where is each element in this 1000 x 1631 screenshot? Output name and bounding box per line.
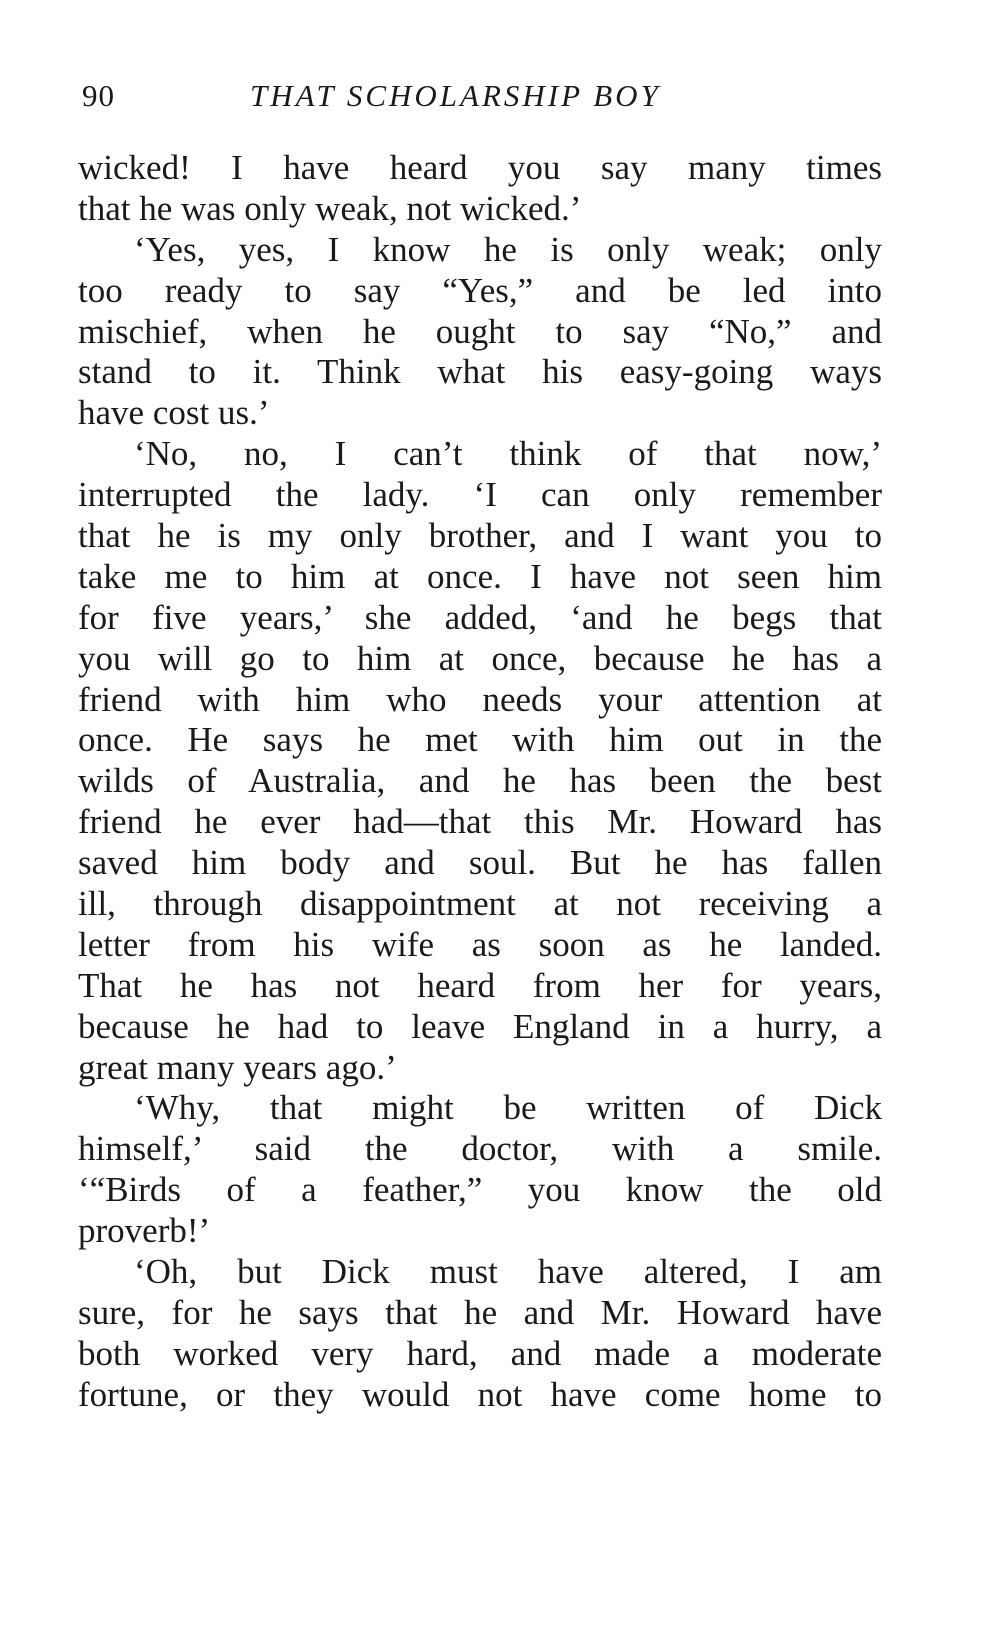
text-line: for five years,’ she added, ‘and he begs that bbox=[78, 597, 882, 637]
text-line: ‘Why, that might be written of Dick bbox=[134, 1088, 882, 1128]
text-line: friend with him who needs your attention at bbox=[78, 679, 882, 719]
text-line: himself,’ said the doctor, with a smile. bbox=[78, 1129, 882, 1169]
text-line: have cost us.’ bbox=[78, 393, 270, 433]
text-line: wilds of Australia, and he has been the best bbox=[78, 761, 882, 801]
text-line: that he was only weak, not wicked.’ bbox=[78, 188, 582, 228]
text-line: wicked! I have heard you say many times bbox=[78, 148, 882, 187]
text-line: saved him body and soul. But he has fallen bbox=[78, 843, 882, 883]
text-line: mischief, when he ought to say “No,” and bbox=[78, 311, 882, 351]
text-line: fortune, or they would not have come home to bbox=[78, 1374, 882, 1414]
text-line: friend he ever had—that this Mr. Howard has bbox=[78, 802, 882, 842]
page-header bbox=[78, 72, 882, 124]
text-line: once. He says he met with him out in the bbox=[78, 720, 882, 760]
text-line: interrupted the lady. ‘I can only remember bbox=[78, 475, 882, 515]
running-title: THAT SCHOLARSHIP BOY bbox=[250, 78, 661, 113]
text-line: stand to it. Think what his easy-going ways bbox=[78, 352, 882, 392]
text-line: ‘“Birds of a feather,” you know the old bbox=[78, 1170, 882, 1210]
body-text bbox=[78, 148, 882, 1416]
text-line: because he had to leave England in a hurry, a bbox=[78, 1006, 882, 1046]
text-line: both worked very hard, and made a moderate bbox=[78, 1333, 882, 1373]
text-line: sure, for he says that he and Mr. Howard have bbox=[78, 1292, 882, 1332]
text-line: too ready to say “Yes,” and be led into bbox=[78, 270, 882, 310]
text-line: take me to him at once. I have not seen him bbox=[78, 556, 882, 596]
text-line: letter from his wife as soon as he landed. bbox=[78, 924, 882, 964]
text-line: ‘Yes, yes, I know he is only weak; only bbox=[134, 229, 882, 269]
text-line: proverb!’ bbox=[78, 1211, 211, 1251]
text-line: you will go to him at once, because he has a bbox=[78, 638, 882, 678]
book-page bbox=[78, 72, 882, 1416]
text-line: ill, through disappointment at not receiving a bbox=[78, 884, 882, 924]
page-number: 90 bbox=[82, 78, 115, 113]
text-line: That he has not heard from her for years, bbox=[78, 965, 882, 1005]
text-line: ‘No, no, I can’t think of that now,’ bbox=[134, 434, 882, 474]
text-line: ‘Oh, but Dick must have altered, I am bbox=[134, 1252, 882, 1292]
text-line: that he is my only brother, and I want you to bbox=[78, 516, 882, 556]
text-line: great many years ago.’ bbox=[78, 1047, 397, 1087]
